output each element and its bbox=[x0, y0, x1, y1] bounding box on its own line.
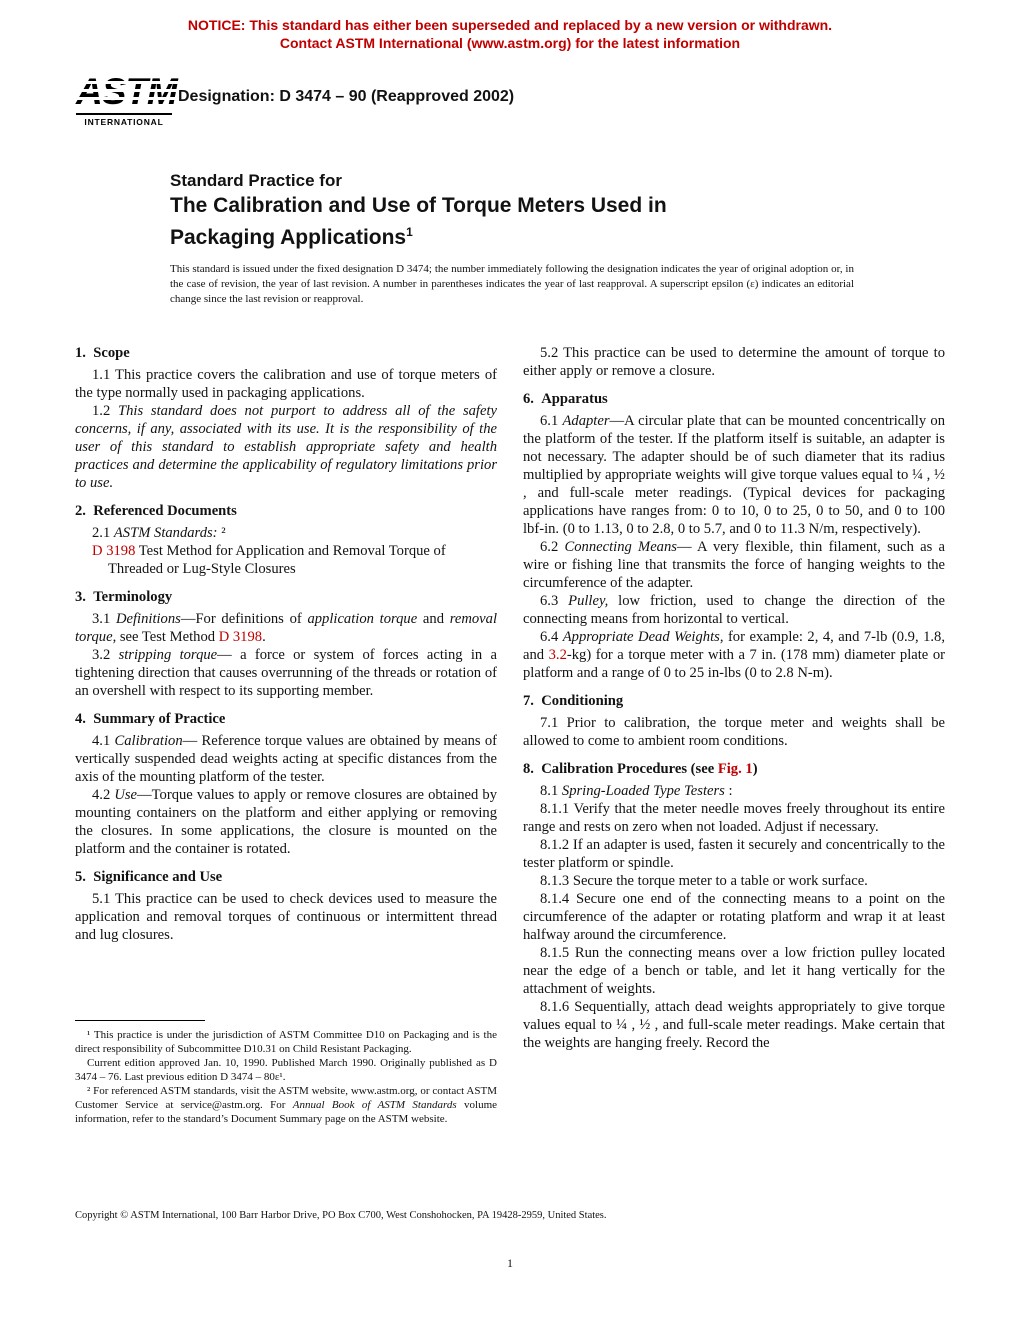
section-heading bbox=[75, 588, 497, 606]
section-heading bbox=[523, 692, 945, 710]
paragraph bbox=[523, 890, 945, 944]
text-segment: 2.1 bbox=[92, 525, 114, 541]
footnote bbox=[75, 1084, 497, 1126]
title-line-1: The Calibration and Use of Torque Meters Used in bbox=[170, 194, 667, 217]
text-segment: -kg) for a torque meter with a 7 in. (178 mm) diameter plate or platform and a range of 0 to 25 in-lbs (0 to 2.8 N-m). bbox=[523, 647, 945, 681]
logo-divider bbox=[76, 113, 172, 115]
text-segment: 8. Calibration Procedures (see bbox=[523, 761, 718, 777]
astm-logo bbox=[76, 72, 172, 127]
text-segment: Spring-Loaded Type Testers bbox=[561, 783, 725, 799]
text-segment: ASTM Standards: bbox=[113, 525, 218, 541]
document-title bbox=[170, 192, 870, 251]
footnote bbox=[75, 1028, 497, 1056]
title-kicker: Standard Practice for bbox=[170, 171, 342, 190]
text-segment: Definitions bbox=[115, 611, 181, 627]
reference-link[interactable]: 3.2 bbox=[548, 647, 567, 663]
text-segment: 3. Terminology bbox=[75, 589, 173, 605]
paragraph bbox=[75, 542, 497, 578]
text-segment: ² bbox=[217, 525, 226, 541]
paragraph bbox=[523, 412, 945, 538]
notice-line-2: Contact ASTM International (www.astm.org) for the latest information bbox=[279, 35, 741, 51]
text-segment: Annual Book of ASTM Standards bbox=[292, 1099, 457, 1111]
preamble-text: This standard is issued under the fixed designation D 3474; the number immediately following the designation indicates the year of original adoption or, in the case of revision, the year of last revision. A number in parentheses indicates the year of last reapproval. A superscript epsilon (ε) indicates an editorial change since the last revision or reapproval. bbox=[170, 263, 854, 305]
text-segment: 4.2 bbox=[92, 787, 115, 803]
text-segment: , see Test Method bbox=[112, 629, 219, 645]
text-segment: 6.4 bbox=[540, 629, 563, 645]
text-segment: 3.1 bbox=[92, 611, 116, 627]
astm-logo-subtext: INTERNATIONAL bbox=[84, 117, 164, 127]
text-segment: application torque bbox=[307, 611, 418, 627]
paragraph bbox=[75, 890, 497, 944]
text-segment: removal torque bbox=[75, 611, 498, 645]
paragraph bbox=[523, 944, 945, 998]
logo-stripe-icon bbox=[73, 81, 180, 84]
footnotes bbox=[75, 1028, 497, 1126]
text-segment: 8.1.4 Secure one end of the connecting means to a point on the circumference of the adapter or rotating platform and wrap it at least halfway around the circumference. bbox=[523, 891, 945, 943]
footnote-separator bbox=[75, 1020, 205, 1021]
paragraph bbox=[75, 732, 497, 786]
text-segment: —For definitions of bbox=[180, 611, 308, 627]
text-segment: . bbox=[262, 629, 266, 645]
section-heading bbox=[75, 344, 497, 362]
logo-stripe-icon bbox=[73, 89, 180, 92]
text-segment: 1.2 bbox=[92, 403, 119, 419]
reference-link[interactable]: Fig. 1 bbox=[717, 761, 753, 777]
right-column bbox=[523, 344, 945, 1052]
reference-link[interactable]: D 3198 bbox=[218, 629, 263, 645]
paragraph bbox=[75, 402, 497, 492]
title-block bbox=[170, 170, 870, 251]
text-segment: Use bbox=[114, 787, 138, 803]
text-segment: Current edition approved Jan. 10, 1990. Published March 1990. Originally published as D 3474 – 76. Last previous edition D 3474 – 80ε¹. bbox=[75, 1057, 497, 1083]
text-segment: 1.1 This practice covers the calibration and use of torque meters of the type normally used in packaging applications. bbox=[75, 367, 497, 401]
text-segment: 8.1.1 Verify that the meter needle moves freely throughout its entire range and rests on zero when not loaded. Adjust if necessary. bbox=[523, 801, 945, 835]
copyright-line: Copyright © ASTM International, 100 Barr Harbor Drive, PO Box C700, West Conshohocken, PA 19428-2959, United States. bbox=[75, 1210, 607, 1221]
text-segment: 2. Referenced Documents bbox=[75, 503, 237, 519]
title-footnote-marker: 1 bbox=[406, 225, 413, 239]
astm-logo-letters bbox=[76, 72, 177, 112]
footnote bbox=[75, 1056, 497, 1084]
paragraph bbox=[75, 646, 497, 700]
text-segment: 7. Conditioning bbox=[523, 693, 624, 709]
text-segment: 7.1 Prior to calibration, the torque meter and weights shall be allowed to come to ambient room conditions. bbox=[523, 715, 945, 749]
text-segment: 1. Scope bbox=[75, 345, 130, 361]
text-segment: , for example: 2, 4, and 7-lb (0.9, 1.8, and bbox=[523, 629, 946, 663]
paragraph bbox=[523, 782, 945, 800]
reference-link[interactable]: D 3198 bbox=[92, 543, 139, 559]
paragraph bbox=[75, 366, 497, 402]
text-segment: low friction, used to change the direction of the connecting means from horizontal to vertical. bbox=[523, 593, 945, 627]
text-segment: 5.1 This practice can be used to check devices used to measure the application and removal torques of continuous or intermittent thread and lug closures. bbox=[75, 891, 497, 943]
paragraph bbox=[523, 344, 945, 380]
left-column bbox=[75, 344, 497, 944]
text-segment: 8.1.5 Run the connecting means over a low friction pulley located near the edge of a bench or table, and let it hang vertically for the attachment of weights. bbox=[523, 945, 945, 997]
text-segment: Test Method for Application and Removal Torque of Threaded or Lug-Style Closures bbox=[108, 543, 446, 577]
paragraph bbox=[523, 628, 945, 682]
text-segment: and bbox=[417, 611, 450, 627]
text-segment: Calibration bbox=[114, 733, 183, 749]
section-heading bbox=[523, 760, 945, 778]
section-heading bbox=[75, 710, 497, 728]
text-segment: Appropriate Dead Weights bbox=[562, 629, 720, 645]
text-segment: ¹ This practice is under the jurisdiction of ASTM Committee D10 on Packaging and is the direct responsibility of Subcommittee D10.31 on Child Resistant Packaging. bbox=[75, 1029, 497, 1055]
logo-stripe-icon bbox=[73, 97, 180, 100]
withdrawal-notice bbox=[0, 16, 1020, 52]
paragraph bbox=[75, 610, 497, 646]
designation-line: Designation: D 3474 – 90 (Reapproved 2002) bbox=[178, 88, 515, 105]
paragraph bbox=[75, 786, 497, 858]
paragraph bbox=[523, 538, 945, 592]
text-segment: — a force or system of forces acting in a tightening direction that causes overrunning of the threads or rotation of an overshell with respect to its supporting member. bbox=[75, 647, 498, 699]
paragraph bbox=[523, 714, 945, 750]
text-segment: ) bbox=[752, 761, 758, 777]
text-segment: : bbox=[724, 783, 733, 799]
text-segment: 3.2 bbox=[92, 647, 119, 663]
paragraph bbox=[523, 872, 945, 890]
text-segment: stripping torque bbox=[118, 647, 218, 663]
page-number: 1 bbox=[507, 1256, 513, 1270]
paragraph bbox=[523, 998, 945, 1052]
text-segment: ² For referenced ASTM standards, visit the ASTM website, www.astm.org, or contact ASTM Customer Service at service@astm.org. For bbox=[75, 1085, 497, 1111]
text-segment: 8.1.3 Secure the torque meter to a table or work surface. bbox=[540, 873, 868, 889]
text-segment: 6.3 bbox=[540, 593, 569, 609]
text-segment: volume information, refer to the standard’s Document Summary page on the ASTM website. bbox=[75, 1099, 498, 1125]
text-segment: 4.1 bbox=[92, 733, 115, 749]
text-segment: 8.1 bbox=[540, 783, 562, 799]
footnote-area bbox=[75, 1020, 497, 1126]
paragraph bbox=[75, 524, 497, 542]
text-segment: Connecting Means bbox=[564, 539, 677, 555]
paragraph bbox=[523, 836, 945, 872]
section-heading bbox=[523, 390, 945, 408]
text-segment: 8.1.6 Sequentially, attach dead weights appropriately to give torque values equal to ¼ , ½ , and full-scale meter readings. Make certain that the weights are hanging freely. Record the bbox=[523, 999, 945, 1051]
text-segment: 6.2 bbox=[540, 539, 565, 555]
text-segment: 8.1.2 If an adapter is used, fasten it securely and concentrically to the tester platform or spindle. bbox=[523, 837, 945, 871]
text-segment: —Torque values to apply or remove closures are obtained by mounting containers on the platform and either applying or removing the closures. In some applications, the closure is mounted on the platform and the container is rotated. bbox=[75, 787, 498, 857]
text-segment: — A very flexible, thin filament, such as a wire or fishing line that transmits the force of hanging weights to the circumference of the adapter. bbox=[523, 539, 946, 591]
section-heading bbox=[75, 868, 497, 886]
text-segment: — Reference torque values are obtained by means of vertically suspended dead weights acting at specific distances from the axis of the mounting platform of the tester. bbox=[75, 733, 497, 785]
text-segment: 5. Significance and Use bbox=[75, 869, 223, 885]
text-segment: 5.2 This practice can be used to determine the amount of torque to either apply or remove a closure. bbox=[523, 345, 945, 379]
paragraph bbox=[523, 800, 945, 836]
text-segment: 4. Summary of Practice bbox=[75, 711, 226, 727]
text-segment: 6.1 bbox=[540, 413, 563, 429]
text-segment: Adapter bbox=[562, 413, 610, 429]
title-line-2: Packaging Applications bbox=[170, 226, 407, 249]
section-heading bbox=[75, 502, 497, 520]
paragraph bbox=[523, 592, 945, 628]
text-segment: 6. Apparatus bbox=[523, 391, 608, 407]
text-segment: —A circular plate that can be mounted concentrically on the platform of the tester. If the platform itself is suitable, an adapter is not necessary. The adapter should be of such diameter that its radius multiplied by appropriate weights will give torque values equal to ¼ , ½ , and full-scale meter readings. (Typical devices for packaging applications have ranges from: 0 to 10, 0 to 25, 0 to 50, and 0 to 100 lbf-in. (0 to 1.13, 0 to 2.8, 0 to 5.7, and 0 to 11.3 N/m, respectively). bbox=[523, 413, 945, 537]
notice-line-1: NOTICE: This standard has either been superseded and replaced by a new version or withdrawn. bbox=[187, 17, 833, 33]
text-segment: This standard does not purport to address all of the safety concerns, if any, associated with its use. It is the responsibility of the user of this standard to establish appropriate safety and health practices and determine the applicability of regulatory limitations prior to use. bbox=[75, 403, 497, 491]
text-segment: Pulley, bbox=[568, 593, 609, 609]
